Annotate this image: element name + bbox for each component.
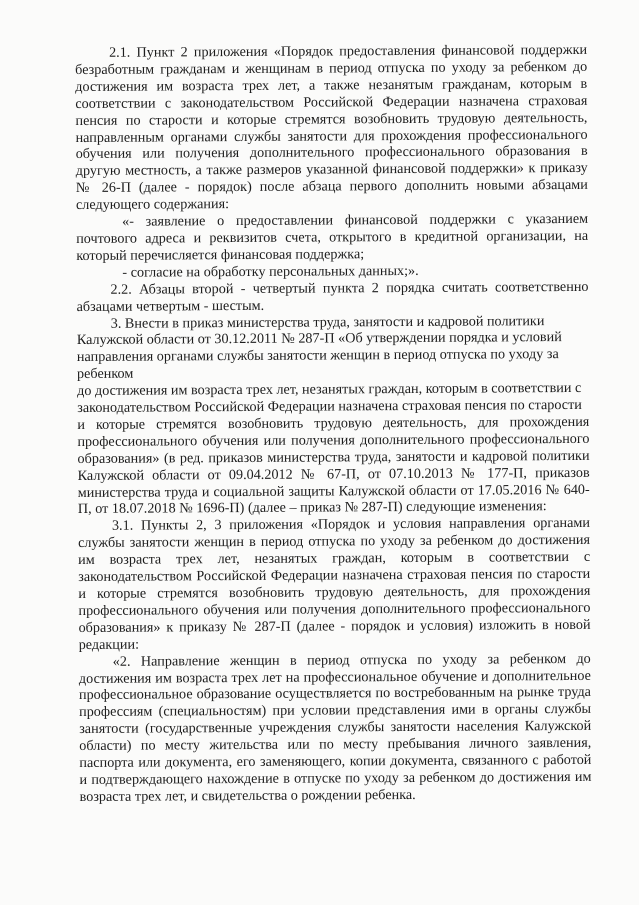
paragraph-consent-item: - согласие на обработку персональных данных;». <box>122 262 419 281</box>
paragraph-3-continuation-2: и которые стремятся возобновить трудовую деятельность, для прохождения профессионального обучения или получения дополнительного профессионального образования» (в ред. приказов министерства труда, занятости и кадровой политики Калужской области от 09.04.2012 № 67-П, от 07.10.2013 № 177-П, приказов министерства труда и социальной защиты Калужской области от 17.05.2016 № 640-П, от 18.07.2018 № 1696-П) (далее – приказ № 287-П) следующие изменения: <box>77 413 590 518</box>
paragraph-3-intro: 3. Внести в приказ министерства труда, занятости и кадровой политики Калужской области от 30.12.2011 № 287-П «Об утверждении порядка и условий направления органами службы занятости женщин в период отпуска по уходу за ребенком <box>76 312 562 383</box>
document-body <box>75 42 592 806</box>
paragraph-3-continuation-1: до достижения им возраста трех лет, незанятых граждан, которым в соответствии с законодательством Российской Федерации назначена страховая пенсия по старости <box>77 380 582 417</box>
paragraph-2-2: 2.2. Абзацы второй - четвертый пункта 2 порядка считать соответственно абзацами четвертым - шестым. <box>76 278 589 315</box>
paragraph-3-1: 3.1. Пункты 2, 3 приложения «Порядок и условия направления органами службы занятости женщин в период отпуска по уходу за ребенком до достижения им возраста трех лет, незанятых граждан, которым в соответствии с законодательством Российской Федерации назначена страховая пенсия по старости и которые стремятся возобновить трудовую деятельность, для прохождения профессионального обучения или получения дополнительного профессионального образования» к приказу № 287-П (далее - порядок и условия) изложить в новой редакции: <box>77 515 591 653</box>
paragraph-application-item: «- заявление о предоставлении финансовой поддержки с указанием почтового адреса и реквизитов счета, открытого в кредитной организации, на который перечисляется финансовая поддержка; <box>76 210 589 264</box>
paragraph-2-1: 2.1. Пункт 2 приложения «Порядок предоставления финансовой поддержки безработным гражданам и женщинам в период отпуска по уходу за ребенком до достижения им возраста трех лет, а также незанятым гражданам, которым в соответствии с законодательством Российской Федерации назначена страховая пенсия по старости и которые стремятся возобновить трудовую деятельность, направленным органами службы занятости для прохождения профессионального обучения или получения дополнительного профессионального образования в другую местность, а также размеров указанной финансовой поддержки» к приказу № 26-П (далее - порядок) после абзаца первого дополнить новыми абзацами следующего содержания: <box>75 41 588 214</box>
paragraph-new-item-2: «2. Направление женщин в период отпуска по уходу за ребенком до достижения им возраста трех лет на профессиональное обучение и дополнительное профессиональное образование осуществляется по востребованным на рынке труда профессиям (специальностям) при условии представления ими в органы службы занятости (государственные учреждения службы занятости населения Калужской области) по месту жительства или по месту пребывания личного заявления, паспорта или документа, его заменяющего, копии документа, связанного с работой и подтверждающего нахождение в отпуске по уходу за ребенком до достижения им возраста трех лет, и свидетельства о рождении ребенка. <box>78 650 592 805</box>
